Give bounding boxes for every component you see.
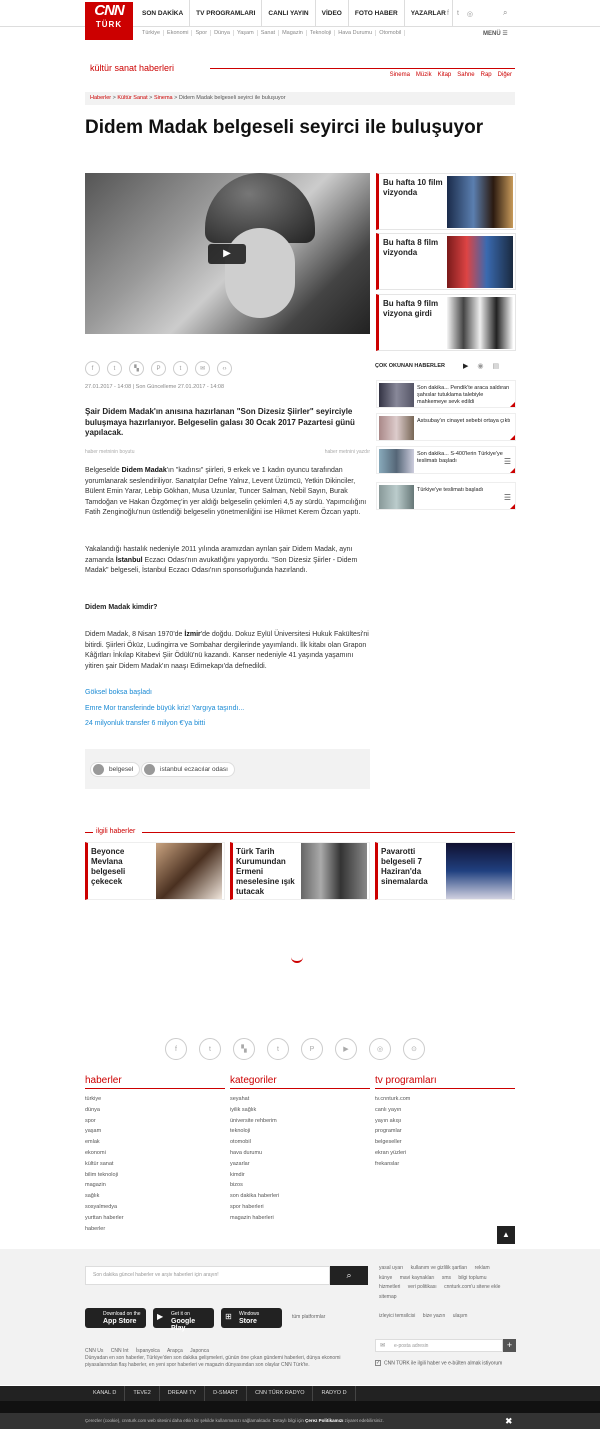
subscribe-button[interactable]: + [503,1339,516,1352]
newsletter-consent[interactable]: ✓ CNN TÜRK ile ilgili haber ve e-bülten almak istiyorum [376,1360,503,1367]
tumblr-icon[interactable]: t [267,1038,289,1060]
footer-link[interactable]: belgeseller [375,1139,402,1146]
most-read-title: Son dakika... S-400'lerin Türkiye'ye teslimatı başladı [417,451,503,464]
instagram-icon[interactable]: ◎ [369,1038,391,1060]
subnav-otomobil[interactable]: Otomobil [376,30,405,36]
loading-spinner-icon [291,955,303,963]
tag-chip[interactable]: istanbul eczacılar odası [141,762,235,777]
article-paragraph: Belgeselde Didem Madak'ın "kadınsı" şiirleri, 9 erkek ve 1 kadın oyuncu tarafından yorumlanarak seslendiriliyor. Sanatçılar Defne Yalnız, Levent Üzümcü, Yetkin Dikinciler, Bülent Emin Yarar, Lebip Gökhan, Musa Uzunlar, Tuncer Salman, Nebil Sayın, Burak Tamdoğan ve Hakan Özgömeç'in yer aldığı belgeselin çekimleri 4,5 ay sürdü. Yapımcılığını Fatih Zenginoğlu'nun üstlendiği belgeselin yönetmenliğini ise Hikmet Kerem Özcan yaptı. [85,467,367,516]
main-nav [136,0,453,27]
related-divider [142,832,515,833]
brand-link[interactable]: DREAM TV [160,1386,205,1401]
corner-mark [510,402,515,407]
cat-sinema[interactable]: Sinema [389,72,410,78]
tag-chip[interactable]: belgesel [90,762,140,777]
legal-link[interactable]: cnnturk.com'u sitene ekle [444,1284,501,1290]
crumb-sep: > [172,95,179,101]
related-title: Beyonce Mevlana belgeseli çekecek [91,847,126,886]
footer-link[interactable]: teknoloji [230,1128,251,1135]
side-news-2[interactable] [376,233,516,290]
flipboard-icon[interactable]: ▚ [233,1038,255,1060]
related-image [156,843,222,899]
facebook-icon[interactable]: f [165,1038,187,1060]
windows-icon: ⊞ [225,1312,232,1321]
footer-col-title[interactable]: haberler [85,1075,225,1089]
brand-link[interactable]: D-SMART [205,1386,247,1401]
footer-col-haberler [85,1075,225,1234]
footer-col-title[interactable]: kategoriler [230,1075,370,1089]
share-embed-icon[interactable]: ‹› [217,361,232,376]
bookmark-icon [144,764,155,775]
cookie-banner: Çerezler (cookie), cnnturk.com web sitesini daha etkin bir şekilde kullanmanızı sağlamaktadır. Detaylı bilgi için Çerez Politikamızı ziyaret edebilirsiniz. ✖ [0,1413,600,1429]
footer-legal-links [379,1264,509,1321]
subnav-spor[interactable]: Spor [192,30,211,36]
facebook-icon[interactable]: f [447,10,449,17]
legal-link[interactable]: veri politikası [407,1284,437,1290]
footer-col-kategoriler [230,1075,370,1224]
subnav-magazin[interactable]: Magazin [279,30,307,36]
related-bar [85,832,93,833]
legal-link[interactable]: bize yazın [422,1312,446,1319]
all-platforms-link[interactable]: tüm platformlar [292,1314,326,1320]
menu-button[interactable]: MENÜ ☰ [483,31,508,37]
most-read-image [379,383,414,407]
pinterest-icon[interactable]: P [301,1038,323,1060]
legal-link[interactable]: reklam [474,1265,490,1271]
header-social [447,0,473,27]
nav-tv-programlari[interactable]: TV PROGRAMLARI [190,0,262,27]
email-icon: ✉ [380,1343,386,1349]
intl-link[interactable]: Japonca [190,1348,210,1354]
nav-video[interactable]: VİDEO [316,0,349,27]
related-title: Pavarotti belgeseli 7 Haziran'da sinemalarda [381,847,428,886]
side-news-1[interactable] [376,173,516,230]
footer-link[interactable]: canlı yayın [375,1106,402,1113]
article-subheading: Didem Madak kimdir? [85,604,158,611]
gallery-icon: ☰ [503,457,511,466]
subnav-hava-durumu[interactable]: Hava Durumu [335,30,376,36]
inline-related-link[interactable]: Göksel boksa başladı [85,689,152,696]
subnav-dunya[interactable]: Dünya [211,30,234,36]
footer-link[interactable]: yayın akışı [375,1117,402,1124]
brand-link[interactable]: RADYO D [313,1386,355,1401]
footer-link[interactable]: magazin haberleri [230,1214,274,1221]
most-read-title: Astsubay'ın cinayet sebebi ortaya çıktı [417,418,511,424]
footer-link[interactable]: magazin [85,1182,106,1189]
subnav-turkiye[interactable]: Türkiye [139,30,164,36]
intl-link[interactable]: Arapça [166,1348,183,1354]
footer-link[interactable]: bilim teknoloji [85,1171,119,1178]
related-image [446,843,512,899]
related-title: Türk Tarih Kurumundan Ermeni meselesine ışık tutacak [236,847,295,896]
youtube-icon[interactable]: ▶ [335,1038,357,1060]
side-news-image [447,297,513,349]
footer-search-input[interactable]: Son dakika güncel haberler ve arşiv haberleri için arayın! [85,1266,330,1285]
footer-link[interactable]: tv.cnnturk.com [375,1096,411,1102]
rss-icon[interactable]: ⊙ [403,1038,425,1060]
most-read-item[interactable] [376,446,516,474]
logo-cnn: CNN [94,2,124,19]
email-input[interactable]: ✉ e-posta adresin [375,1339,503,1352]
tag-list [85,749,370,789]
cnn-turk-logo[interactable] [85,2,133,40]
share-pinterest-icon[interactable]: P [151,361,166,376]
section-categories [390,72,512,78]
most-read-item[interactable] [376,482,516,510]
video-player[interactable] [85,173,370,334]
news-tab-icon[interactable]: ▤ [492,363,500,370]
legal-link[interactable]: sitemap [379,1293,397,1300]
legal-link[interactable]: sms [441,1274,452,1281]
share-tumblr-icon[interactable]: t [173,361,188,376]
corner-mark [510,435,515,440]
crumb-home[interactable]: Haberler [90,95,112,101]
subnav-teknoloji[interactable]: Teknoloji [307,30,335,36]
nav-canli-yayin[interactable]: CANLI YAYIN [262,0,315,27]
article-tools [85,449,370,455]
nav-son-dakika[interactable]: SON DAKİKA [136,0,190,27]
inline-related-link[interactable]: 24 milyonluk transfer 6 milyon €'ya bitti [85,720,205,727]
legal-link[interactable]: ulaşım [452,1312,468,1319]
most-read-image [379,449,414,473]
share-email-icon[interactable]: ✉ [195,361,210,376]
footer-link[interactable]: bizos [230,1182,243,1189]
subnav-sanat[interactable]: Sanat [258,30,279,36]
most-read-image [379,485,414,509]
related-item[interactable] [375,842,515,900]
checkbox-icon[interactable]: ✓ [376,1360,381,1366]
corner-mark [510,468,515,473]
side-news-image [447,236,513,288]
scroll-top-icon[interactable]: ▲ [497,1226,515,1244]
crumb-sep: > [111,95,118,101]
footer-link[interactable]: türkiye [85,1096,102,1102]
footer-link[interactable]: iyilik sağlık [230,1106,257,1113]
article-lead: Şair Didem Madak'ın anısına hazırlanan "Son Dizesiz Şiirler" seyirciyle buluşmaya hazırlanıyor. Belgeselin galası 30 Ocak 2017 Pazartesi günü yapılacak. [85,407,355,437]
crumb-category[interactable]: Kültür Sanat [117,95,148,101]
print-tool[interactable]: haber metnini yazdır [324,449,370,455]
corner-mark [510,504,515,509]
bookmark-icon [93,764,104,775]
footer-link[interactable]: seyahat [230,1096,250,1102]
brand-link[interactable]: TEVE2 [125,1386,159,1401]
cat-kitap[interactable]: Kitap [437,72,452,78]
footer-link[interactable]: otomobil [230,1139,251,1146]
footer-link[interactable]: programlar [375,1128,402,1135]
font-size-tool[interactable]: haber metninin boyutu [85,449,135,455]
footer-link[interactable]: sosyalmedya [85,1203,118,1210]
share-buttons [85,361,232,376]
google-play-icon: ▶ [157,1312,164,1321]
most-read-item[interactable] [376,380,516,408]
footer-link[interactable]: spor [85,1117,96,1124]
footer-link[interactable]: yaşam [85,1128,102,1135]
related-heading: ilgili haberler [96,828,136,835]
footer-link[interactable]: frekanslar [375,1160,400,1167]
footer-link[interactable]: son dakika haberleri [230,1193,280,1200]
footer-social [165,1038,425,1060]
brand-link[interactable]: CNN TÜRK RADYO [247,1386,313,1401]
brand-link[interactable]: KANAL D [85,1386,125,1401]
cookie-policy-link[interactable]: Çerez Politikamızı [305,1418,344,1423]
search-icon[interactable]: ⌕ [503,8,508,17]
most-read-heading: ÇOK OKUNAN HABERLER [375,363,445,369]
video-tab-icon[interactable]: ▶ [463,363,469,370]
footer-link[interactable]: sağlık [85,1193,100,1200]
google-play-button[interactable]: ▶ Get it on Google Play [153,1308,214,1328]
breadcrumb [85,92,515,105]
crumb-subcategory[interactable]: Sinema [153,95,173,101]
instagram-icon[interactable]: ◎ [466,10,474,18]
footer-link[interactable]: yazarlar [230,1160,250,1167]
footer-col-title[interactable]: tv programları [375,1075,515,1089]
crumb-current: Didem Madak belgeseli seyirci ile buluşuyor [178,95,286,101]
search-icon[interactable]: ⌕ [330,1266,368,1285]
side-news-title: Bu hafta 10 film vizyonda [383,178,443,197]
share-facebook-icon[interactable]: f [85,361,100,376]
legal-link[interactable]: künye [379,1274,393,1281]
side-news-image [447,176,513,228]
legal-link[interactable]: kullanım ve gizlilik şartları [410,1265,468,1271]
cat-muzik[interactable]: Müzik [415,72,432,78]
photo-tab-icon[interactable]: ◉ [477,363,484,370]
twitter-icon[interactable]: t [199,1038,221,1060]
article-paragraph: Didem Madak, 8 Nisan 1970'de İzmir'de doğdu. Dokuz Eylül Üniversitesi Hukuk Fakültesi'ni bitirdi. Şiirleri Öküz, Ludingirra ve Sombahar dergilerinde yayımlandı. İlk kitabı olan Grapon Kâğıtları İnkılap Kitabevi Şiir Ödülü'nü kazandı. Kanser nedeniyle 41 yaşında yaşamını yitiren şair Didem Madak'ın naaşı Edirnekapı'da defnedildi. [85,631,369,670]
footer-link[interactable]: kültür sanat [85,1160,114,1167]
related-item[interactable] [85,842,225,900]
section-divider [210,68,515,69]
nav-yazarlar[interactable]: YAZARLAR [405,0,453,27]
copy-text: Dünyadan en son haberler, Türkiye'den son dakika gelişmeleri, günün öne çıkan gündemi haberleri, dünya ekonomi piyasalarından flaş haberler, en yeni spor haberleri ve magazin dünyasından son olaylar CNN Türk'te. [85,1355,341,1368]
intl-link[interactable]: CNN Us [85,1348,104,1354]
app-store-button[interactable]: Download on the App Store [85,1308,146,1328]
play-icon[interactable]: ▶ [208,244,246,264]
footer-link[interactable]: dünya [85,1106,100,1113]
legal-link[interactable]: mavi kaynakları [399,1274,435,1281]
windows-store-button[interactable]: ⊞ Windows Store [221,1308,282,1328]
article-date: 27.01.2017 - 14:08 | Son Güncelleme 27.01.2017 - 14:08 [85,384,225,390]
video-thumbnail-face [225,228,295,318]
subnav-yasam[interactable]: Yaşam [234,30,258,36]
cat-rap[interactable]: Rap [480,72,492,78]
most-read-title: Türkiye'ye teslimatı başladı [417,487,484,493]
related-item[interactable] [230,842,370,900]
legal-link[interactable]: izleyici temsilcisi [379,1312,416,1319]
article-paragraph: Yakalandığı hastalık nedeniyle 2011 yılında aramızdan ayrılan şair Didem Madak, aynı zamanda İstanbul Eczacı Odası'nın avukatlığını yapıyordu. "Son Dizesiz Şiirler - Didem Madak" belgeseli, İstanbul Eczacı Odası'nın sponsorluğunda hazırlandı. [85,546,358,574]
footer-link[interactable]: spor haberleri [230,1203,264,1210]
cat-sahne[interactable]: Sahne [457,72,475,78]
footer-link[interactable]: ekran yüzleri [375,1149,407,1156]
cat-diger[interactable]: Diğer [497,72,512,78]
twitter-icon[interactable]: t [456,10,459,17]
footer-link[interactable]: ekonomi [85,1149,106,1156]
side-news-title: Bu hafta 9 film vizyona girdi [383,299,439,318]
section-name[interactable]: kültür sanat haberleri [90,63,175,73]
footer-col-tv [375,1075,515,1170]
legal-link[interactable]: yasal uyarı [379,1265,404,1271]
side-news-3[interactable] [376,294,516,351]
footer-link[interactable]: üniversite rehberim [230,1117,277,1124]
legal-link[interactable]: bilgi toplumu hizmetleri [379,1274,487,1290]
sub-nav [139,30,405,36]
brand-bar [0,1386,600,1401]
related-image [301,843,367,899]
share-flipboard-icon[interactable]: ▚ [129,361,144,376]
intl-links [85,1348,370,1355]
nav-foto-haber[interactable]: FOTO HABER [349,0,405,27]
page-title: Didem Madak belgeseli seyirci ile buluşuyor [85,117,484,138]
footer-copy [85,1348,370,1369]
intl-link[interactable]: İspanyolca [135,1348,160,1354]
most-read-tabs [463,362,499,370]
subnav-ekonomi[interactable]: Ekonomi [164,30,192,36]
footer-link[interactable]: yurttan haberler [85,1214,124,1221]
most-read-title: Son dakika... Pendik'te araca saldıran şahıslar tutuklama talebiyle mahkemeye sevk edildi [417,385,510,405]
footer-link[interactable]: haberler [85,1225,106,1232]
inline-related-link[interactable]: Emre Mor transferinde büyük kriz! Yargıya taşındı... [85,705,245,712]
footer-dark-strip [0,1401,600,1413]
footer-link[interactable]: hava durumu [230,1149,263,1156]
gallery-icon: ☰ [503,493,511,502]
share-twitter-icon[interactable]: t [107,361,122,376]
most-read-image [379,416,414,440]
close-icon[interactable]: ✖ [505,1416,513,1426]
logo-turk: TÜRK [95,20,123,29]
footer-link[interactable]: emlak [85,1139,100,1146]
footer-link[interactable]: kimdir [230,1171,245,1178]
most-read-item[interactable] [376,413,516,441]
side-news-title: Bu hafta 8 film vizyonda [383,238,439,257]
intl-link[interactable]: CNN Int [110,1348,129,1354]
crumb-sep: > [147,95,154,101]
